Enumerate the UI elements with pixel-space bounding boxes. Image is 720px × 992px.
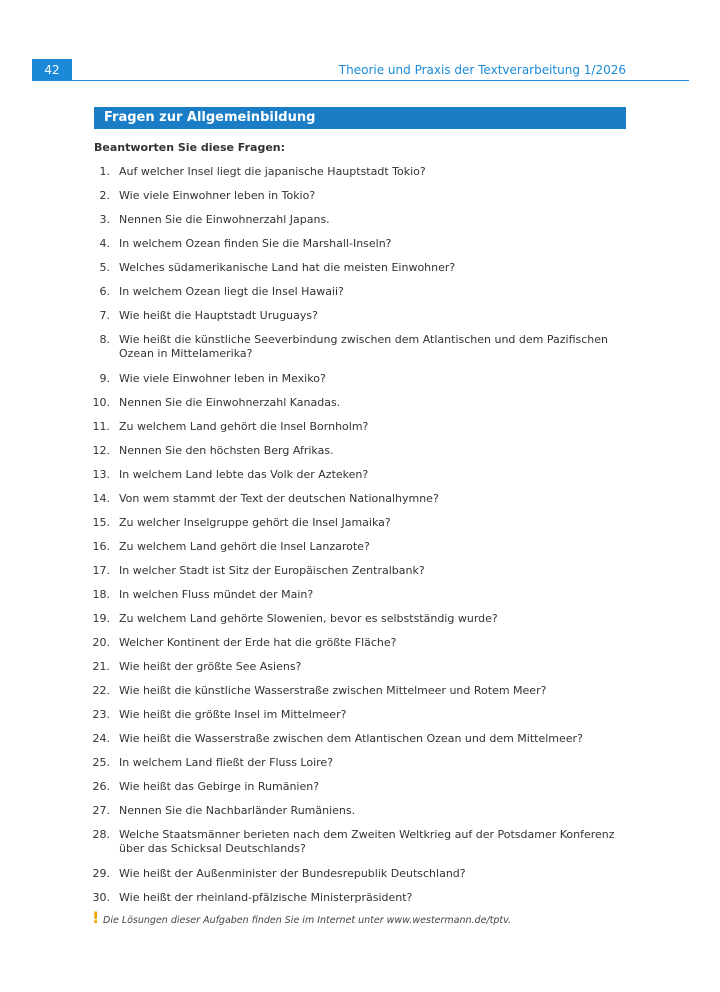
question-text: Welcher Kontinent der Erde hat die größte Fläche? bbox=[119, 636, 397, 649]
question-text: Wie heißt die Wasserstraße zwischen dem Atlantischen Ozean und dem Mittelmeer? bbox=[119, 732, 583, 745]
question-number: 30. bbox=[92, 891, 110, 904]
question-number: 6. bbox=[99, 285, 110, 298]
question-number: 14. bbox=[92, 492, 110, 505]
question-text: Nennen Sie die Einwohnerzahl Kanadas. bbox=[119, 396, 341, 409]
header-title: Theorie und Praxis der Textverarbeitung 1/2026 bbox=[338, 63, 626, 77]
question-text: Nennen Sie den höchsten Berg Afrikas. bbox=[119, 444, 334, 457]
question-number: 25. bbox=[92, 756, 110, 769]
question-text: In welchem Ozean liegt die Insel Hawaii? bbox=[119, 285, 344, 298]
question-text: Auf welcher Insel liegt die japanische Hauptstadt Tokio? bbox=[119, 165, 426, 178]
page-number: 42 bbox=[32, 59, 72, 81]
question-text: Welche Staatsmänner berieten nach dem Zweiten Weltkrieg auf der Potsdamer Konferenz über das Schicksal Deutschlands? bbox=[119, 828, 615, 855]
question-number: 9. bbox=[99, 372, 110, 385]
question-number: 3. bbox=[99, 213, 110, 226]
question-text: Wie heißt der größte See Asiens? bbox=[119, 660, 302, 673]
question-text: Zu welchem Land gehörte Slowenien, bevor es selbstständig wurde? bbox=[119, 612, 498, 625]
question-number: 17. bbox=[92, 564, 110, 577]
question-number: 18. bbox=[92, 588, 110, 601]
question-text: Wie viele Einwohner leben in Tokio? bbox=[119, 189, 316, 202]
question-text: Wie heißt die künstliche Seeverbindung zwischen dem Atlantischen und dem Pazifischen Ozean in Mittelamerika? bbox=[119, 333, 608, 360]
question-number: 10. bbox=[92, 396, 110, 409]
question-text: Von wem stammt der Text der deutschen Nationalhymne? bbox=[119, 492, 439, 505]
question-number: 23. bbox=[92, 708, 110, 721]
question-number: 26. bbox=[92, 780, 110, 793]
question-number: 24. bbox=[92, 732, 110, 745]
question-number: 13. bbox=[92, 468, 110, 481]
question-text: Zu welchem Land gehört die Insel Lanzarote? bbox=[119, 540, 370, 553]
question-text: In welcher Stadt ist Sitz der Europäischen Zentralbank? bbox=[119, 564, 425, 577]
question-number: 7. bbox=[99, 309, 110, 322]
question-number: 21. bbox=[92, 660, 110, 673]
question-text: Wie heißt das Gebirge in Rumänien? bbox=[119, 780, 320, 793]
header-divider bbox=[72, 80, 689, 81]
question-text: Wie heißt die künstliche Wasserstraße zwischen Mittelmeer und Rotem Meer? bbox=[119, 684, 547, 697]
question-text: In welchem Land fließt der Fluss Loire? bbox=[119, 756, 334, 769]
question-number: 19. bbox=[92, 612, 110, 625]
question-text: Wie viele Einwohner leben in Mexiko? bbox=[119, 372, 326, 385]
question-text: Nennen Sie die Nachbarländer Rumäniens. bbox=[119, 804, 356, 817]
question-text: In welchem Land lebte das Volk der Azteken? bbox=[119, 468, 369, 481]
question-number: 29. bbox=[92, 867, 110, 880]
question-number: 12. bbox=[92, 444, 110, 457]
question-text: Wie heißt der Außenminister der Bundesrepublik Deutschland? bbox=[119, 867, 466, 880]
question-text: Wie heißt die größte Insel im Mittelmeer? bbox=[119, 708, 347, 721]
question-text: Zu welchem Land gehört die Insel Bornholm? bbox=[119, 420, 369, 433]
question-text: Wie heißt der rheinland-pfälzische Ministerpräsident? bbox=[119, 891, 413, 904]
question-text: In welchen Fluss mündet der Main? bbox=[119, 588, 314, 601]
question-number: 1. bbox=[99, 165, 110, 178]
instruction-text: Beantworten Sie diese Fragen: bbox=[94, 141, 286, 154]
question-text: Wie heißt die Hauptstadt Uruguays? bbox=[119, 309, 318, 322]
question-text: Zu welcher Inselgruppe gehört die Insel Jamaika? bbox=[119, 516, 391, 529]
question-text: Welches südamerikanische Land hat die meisten Einwohner? bbox=[119, 261, 456, 274]
question-number: 11. bbox=[92, 420, 110, 433]
question-number: 20. bbox=[92, 636, 110, 649]
question-number: 27. bbox=[92, 804, 110, 817]
exclamation-icon: ! bbox=[92, 908, 100, 927]
question-number: 22. bbox=[92, 684, 110, 697]
question-number: 8. bbox=[99, 333, 110, 346]
question-number: 4. bbox=[99, 237, 110, 250]
question-number: 2. bbox=[99, 189, 110, 202]
question-text: In welchem Ozean finden Sie die Marshall-Inseln? bbox=[119, 237, 392, 250]
question-number: 28. bbox=[92, 828, 110, 841]
solution-note-text: Die Lösungen dieser Aufgaben finden Sie im Internet unter www.westermann.de/tptv. bbox=[103, 915, 511, 926]
question-number: 5. bbox=[99, 261, 110, 274]
question-text: Nennen Sie die Einwohnerzahl Japans. bbox=[119, 213, 330, 226]
question-number: 15. bbox=[92, 516, 110, 529]
question-number: 16. bbox=[92, 540, 110, 553]
section-title: Fragen zur Allgemeinbildung bbox=[94, 107, 626, 129]
